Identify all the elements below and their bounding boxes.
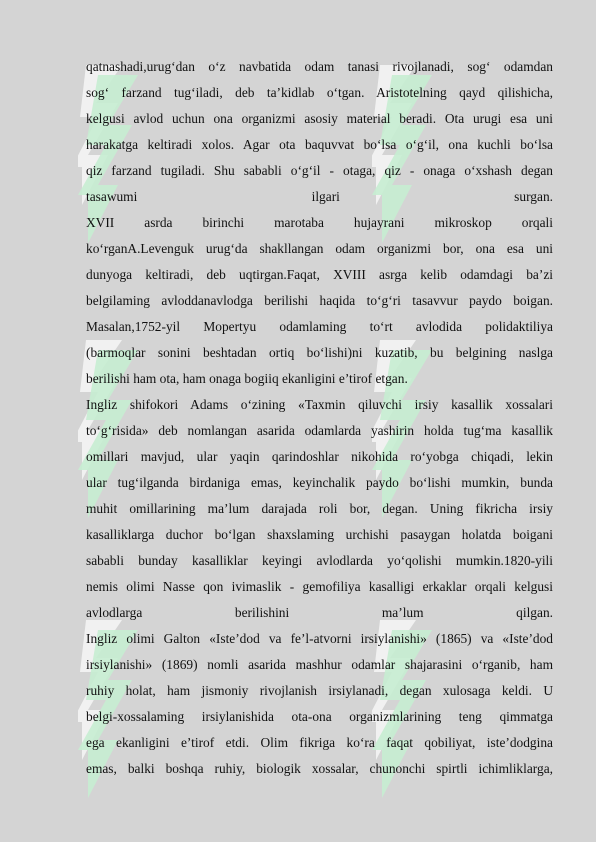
text-line: belgilaming avloddanavlodga berilishi haqida to‘g‘ri tasavvur paydo boigan. bbox=[86, 293, 553, 308]
text-line: ega ekanligini e’tirof etdi. Olim fikriga ko‘ra faqat qobiliyat, iste’dodgina bbox=[86, 735, 553, 750]
text-line: ular tug‘ilganda birdaniga emas, keyinchalik paydo bo‘lishi mumkin, bunda bbox=[86, 475, 553, 490]
text-line: kasalliklarga duchor bo‘lgan shaxslaming urchishi pasaygan holatda boigani bbox=[86, 527, 553, 542]
text-line: qatnashadi,urug‘dan o‘z navbatida odam tanasi rivojlanadi, sog‘ odamdan bbox=[86, 59, 553, 74]
text-line: belgi-xossalaming irsiylanishida ota-ona organizmlarining teng qimmatga bbox=[86, 709, 553, 724]
text-line: ko‘rganA.Levenguk urug‘da shakllangan odam organizmi bor, ona esa uni bbox=[86, 241, 553, 256]
text-line: muhit omillarining ma’lum darajada roli bor, degan. Uning fikricha irsiy bbox=[86, 501, 553, 516]
text-line: dunyoga keltiradi, deb uqtirgan.Faqat, XVIII asrga kelib odamdagi ba’zi bbox=[86, 267, 553, 282]
text-line: emas, balki boshqa ruhiy, biologik xossalar, chunonchi spirtli ichimliklarga, bbox=[86, 761, 553, 776]
text-line: (barmoqlar sonini beshtadan ortiq bo‘lishi)ni kuzatib, bu belgining naslga bbox=[86, 345, 553, 360]
text-line: Masalan,1752-yil Mopertyu odamlaming to‘rt avlodida polidaktiliya bbox=[86, 319, 553, 334]
text-line: Ingliz shifokori Adams o‘zining «Taxmin qiluvchi irsiy kasallik xossalari bbox=[86, 397, 553, 412]
text-line: to‘g‘risida» deb nomlangan asarida odamlarda yashirin holda tug‘ma kasallik bbox=[86, 423, 553, 438]
text-line: irsiylanishi» (1869) nomli asarida mashhur odamlar shajarasini o‘rganib, ham bbox=[86, 657, 553, 672]
body-text bbox=[86, 54, 553, 782]
text-line: Ingliz olimi Galton «Iste’dod va fe’l-atvorni irsiylanishi» (1865) va «Iste’dod bbox=[86, 631, 553, 646]
text-line: tasawumi ilgari surgan. bbox=[86, 189, 553, 204]
text-line: harakatga keltiradi xolos. Agar ota baquvvat bo‘lsa o‘g‘il, ona kuchli bo‘lsa bbox=[86, 137, 553, 152]
text-line: avlodlarga berilishini ma’lum qilgan. bbox=[86, 605, 553, 620]
text-line: omillari mavjud, ular yaqin qarindoshlar nikohida ro‘yobga chiqadi, lekin bbox=[86, 449, 553, 464]
text-line: kelgusi avlod uchun ona organizmi asosiy material beradi. Ota urugi esa uni bbox=[86, 111, 553, 126]
text-line: sababli bunday kasalliklar keyingi avlodlarda yo‘qolishi mumkin.1820-yili bbox=[86, 553, 553, 568]
text-line: qiz farzand tugiladi. Shu sababli o‘g‘il - otaga, qiz - onaga o‘xshash degan bbox=[86, 163, 553, 178]
text-line: ruhiy holat, ham jismoniy rivojlanish irsiylanadi, degan xulosaga keldi. U bbox=[86, 683, 553, 698]
text-line: berilishi ham ota, ham onaga bogiiq ekanligini e’tirof etgan. bbox=[86, 371, 408, 386]
text-line: sog‘ farzand tug‘iladi, deb ta’kidlab o‘tgan. Aristotelning qayd qilishicha, bbox=[86, 85, 553, 100]
text-line: nemis olimi Nasse qon ivimaslik - gemofiliya kasalligi erkaklar orqali kelgusi bbox=[86, 579, 553, 594]
text-line: XVII asrda birinchi marotaba hujayrani mikroskop orqali bbox=[86, 215, 553, 230]
